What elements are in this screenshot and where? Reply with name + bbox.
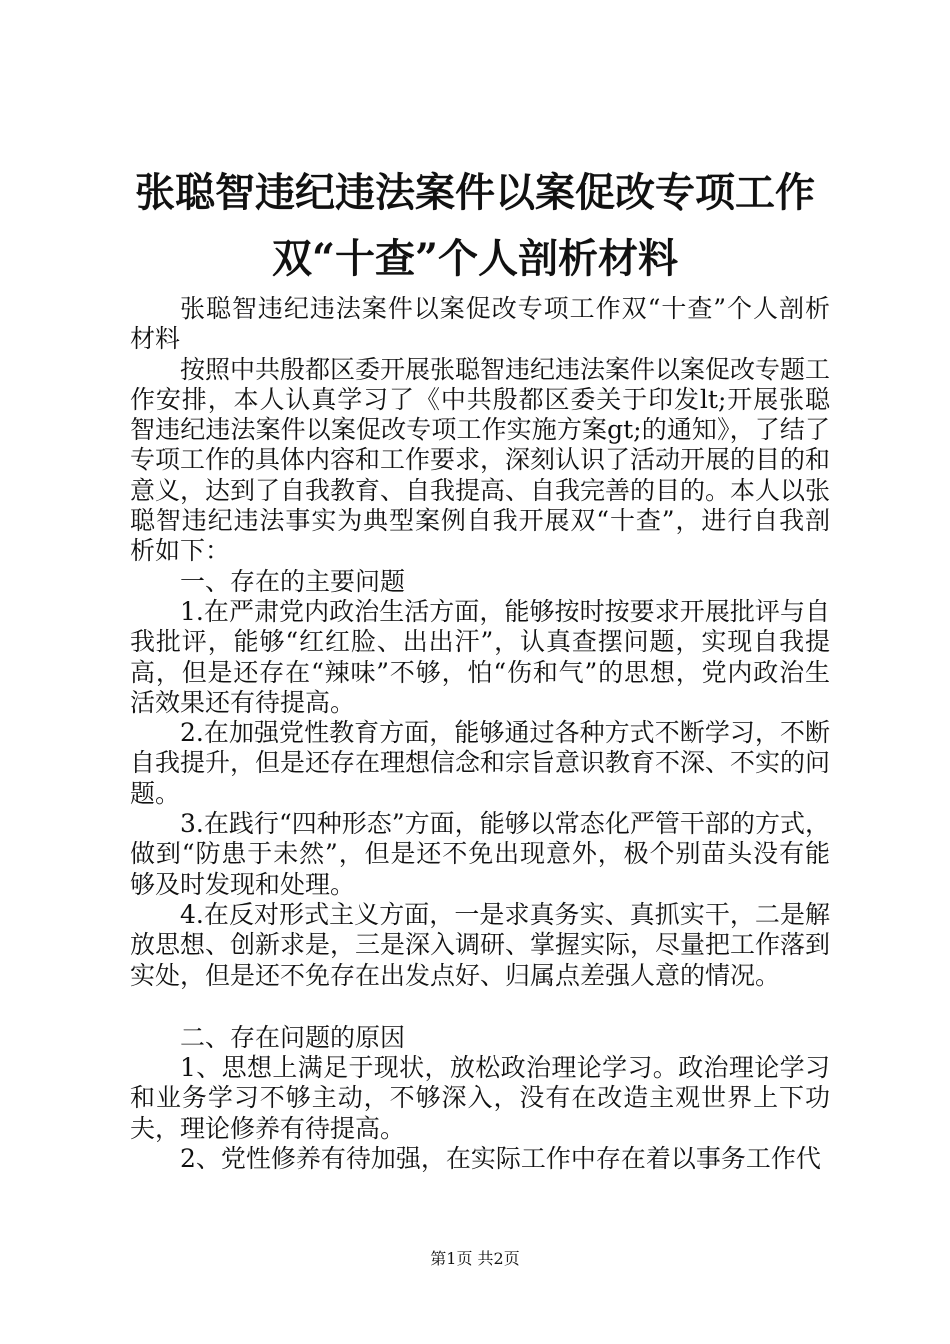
paragraph-problem-2: 2.在加强党性教育方面，能够通过各种方式不断学习，不断自我提升，但是还存在理想信念和宗旨意识教育不深、不实的问题。 — [130, 718, 831, 808]
section-heading-causes: 二、存在问题的原因 — [180, 1022, 406, 1052]
paragraph-intro: 按照中共殷都区委开展张聪智违纪违法案件以案促改专题工作安排，本人认真学习了《中共殷都区委关于印发lt;开展张聪智违纪违法案件以案促改专项工作实施方案gt;的通知》，了结了专项工作的具体内容和工作要求，深刻认识了活动开展的目的和意义，达到了自我教育、自我提高、自我完善的目的。本人以张聪智违纪违法事实为典型案例自我开展双“十查”，进行自我剖析如下： — [130, 354, 831, 566]
page-footer: 第1页 共2页 — [430, 1249, 520, 1268]
document-title: 张聪智违纪违法案件以案促改专项工作双“十查”个人剖析材料 — [135, 169, 815, 282]
paragraph-problem-1: 1.在严肃党内政治生活方面，能够按时按要求开展批评与自我批评，能够“红红脸、出出汗”，认真查摆问题，实现自我提高，但是还存在“辣味”不够，怕“伤和气”的思想，党内政治生活效果还有待提高。 — [130, 596, 830, 717]
paragraph-problem-3: 3.在践行“四种形态”方面，能够以常态化严管干部的方式，做到“防患于未然”，但是还不免出现意外，极个别苗头没有能够及时发现和处理。 — [130, 809, 830, 899]
document-body — [130, 294, 830, 1174]
paragraph-subtitle: 张聪智违纪违法案件以案促改专项工作双“十查”个人剖析材料 — [130, 294, 830, 354]
paragraph-problem-4: 4.在反对形式主义方面，一是求真务实、真抓实干，二是解放思想、创新求是，三是深入调研、掌握实际，尽量把工作落到实处，但是还不免存在出发点好、归属点差强人意的情况。 — [130, 899, 831, 990]
paragraph-cause-2: 2、党性修养有待加强，在实际工作中存在着以事务工作代 — [180, 1144, 821, 1174]
paragraph-cause-1: 1、思想上满足于现状，放松政治理论学习。政治理论学习和业务学习不够主动，不够深入，没有在改造主观世界上下功夫，理论修养有待提高。 — [130, 1053, 830, 1143]
section-heading-problems: 一、存在的主要问题 — [180, 566, 406, 596]
